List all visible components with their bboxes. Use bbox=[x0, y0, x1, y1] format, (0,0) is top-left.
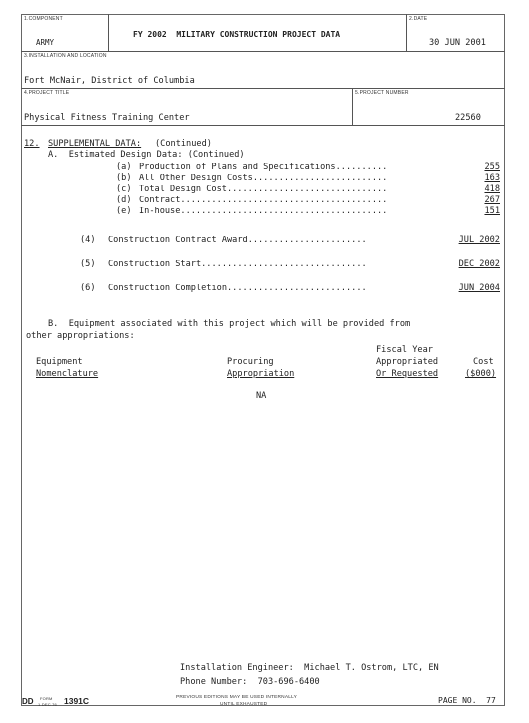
schedule-item-value: JUL 2002 bbox=[458, 235, 500, 245]
design-item-label: Contract........................................ bbox=[139, 196, 388, 205]
col-fiscal-year: Fiscal Year bbox=[376, 345, 433, 355]
header-divider-3 bbox=[21, 125, 505, 126]
header-divider-1 bbox=[21, 51, 505, 52]
project-number-label: 5.PROJECT NUMBER bbox=[355, 90, 409, 96]
installation-value: Fort McNair, District of Columbia bbox=[24, 76, 195, 86]
previous-editions-line1: PREVIOUS EDITIONS MAY BE USED INTERNALLY bbox=[176, 695, 298, 700]
design-item-key: (a) bbox=[116, 162, 132, 172]
col-equipment: Equipment bbox=[36, 357, 83, 367]
header-vertical-right bbox=[406, 14, 407, 51]
supplemental-heading: SUPPLEMENTAL DATA: bbox=[48, 139, 142, 149]
date-value: 30 JUN 2001 bbox=[429, 38, 486, 48]
design-data-heading: A. Estimated Design Data: (Continued) bbox=[48, 150, 245, 160]
design-item-value: 255 bbox=[484, 162, 500, 172]
date-label: 2.DATE bbox=[409, 16, 428, 22]
col-procuring: Procuring bbox=[227, 357, 274, 367]
installation-engineer: Installation Engineer: Michael T. Ostrom, LTC, EN bbox=[180, 663, 439, 673]
previous-editions-line2: UNTIL EXHAUSTED bbox=[220, 702, 268, 707]
component-label: 1.COMPONENT bbox=[24, 16, 63, 22]
installation-label: 3.INSTALLATION AND LOCATION bbox=[24, 53, 107, 59]
design-item-label: In-house........................................ bbox=[139, 207, 388, 216]
schedule-item-label: Construction Completion........................... bbox=[108, 284, 367, 293]
design-item-value: 267 bbox=[484, 195, 500, 205]
schedule-item-key: (4) bbox=[80, 235, 96, 245]
design-item-label: Total Design Cost............................... bbox=[139, 185, 388, 194]
col-nomenclature: Nomenclature bbox=[36, 369, 99, 379]
design-item-label: Production of Plans and Specifications.......... bbox=[139, 163, 388, 172]
design-item-label: All Other Design Costs.......................... bbox=[139, 174, 388, 183]
equipment-na: NA bbox=[256, 391, 267, 401]
schedule-item-value: JUN 2004 bbox=[458, 283, 500, 293]
schedule-item-value: DEC 2002 bbox=[458, 259, 500, 269]
form-title: FY 2002 MILITARY CONSTRUCTION PROJECT DATA bbox=[133, 30, 341, 39]
col-cost-unit: ($000) bbox=[465, 369, 497, 379]
design-item-value: 163 bbox=[484, 173, 500, 183]
project-title-value: Physical Fitness Training Center bbox=[24, 113, 190, 123]
equipment-paragraph-line1: B. Equipment associated with this project which will be provided from bbox=[48, 319, 411, 329]
supplemental-continued: (Continued) bbox=[155, 139, 212, 149]
schedule-item-key: (5) bbox=[80, 259, 96, 269]
phone-number: Phone Number: 703-696-6400 bbox=[180, 677, 320, 687]
design-item-key: (e) bbox=[116, 206, 132, 216]
header-divider-2 bbox=[21, 88, 505, 89]
design-item-key: (b) bbox=[116, 173, 132, 183]
col-appropriation: Appropriation bbox=[227, 369, 295, 379]
col-cost: Cost bbox=[473, 357, 494, 367]
project-title-label: 4.PROJECT TITLE bbox=[24, 90, 70, 96]
form-number: 1391C bbox=[64, 696, 90, 706]
supplemental-number: 12. bbox=[24, 139, 40, 149]
col-appropriated: Appropriated bbox=[376, 357, 439, 367]
form-sub1: FORM bbox=[40, 696, 53, 701]
header-vertical-left bbox=[108, 14, 109, 51]
schedule-item-key: (6) bbox=[80, 283, 96, 293]
schedule-item-label: Construction Contract Award....................... bbox=[108, 236, 367, 245]
design-item-key: (d) bbox=[116, 195, 132, 205]
equipment-paragraph-line2: other appropriations: bbox=[26, 331, 135, 341]
design-item-value: 418 bbox=[484, 184, 500, 194]
project-number-value: 22560 bbox=[455, 113, 481, 123]
design-item-value: 151 bbox=[484, 206, 500, 216]
page-number: PAGE NO. 77 bbox=[438, 696, 496, 705]
col-or-requested: Or Requested bbox=[376, 369, 439, 379]
form-sub2: 1 DEC 76 bbox=[38, 702, 57, 707]
schedule-item-label: Construction Start................................ bbox=[108, 260, 367, 269]
component-value: ARMY bbox=[36, 38, 55, 47]
design-item-key: (c) bbox=[116, 184, 132, 194]
form-prefix: DD bbox=[22, 697, 34, 706]
header-vertical-project bbox=[352, 88, 353, 125]
